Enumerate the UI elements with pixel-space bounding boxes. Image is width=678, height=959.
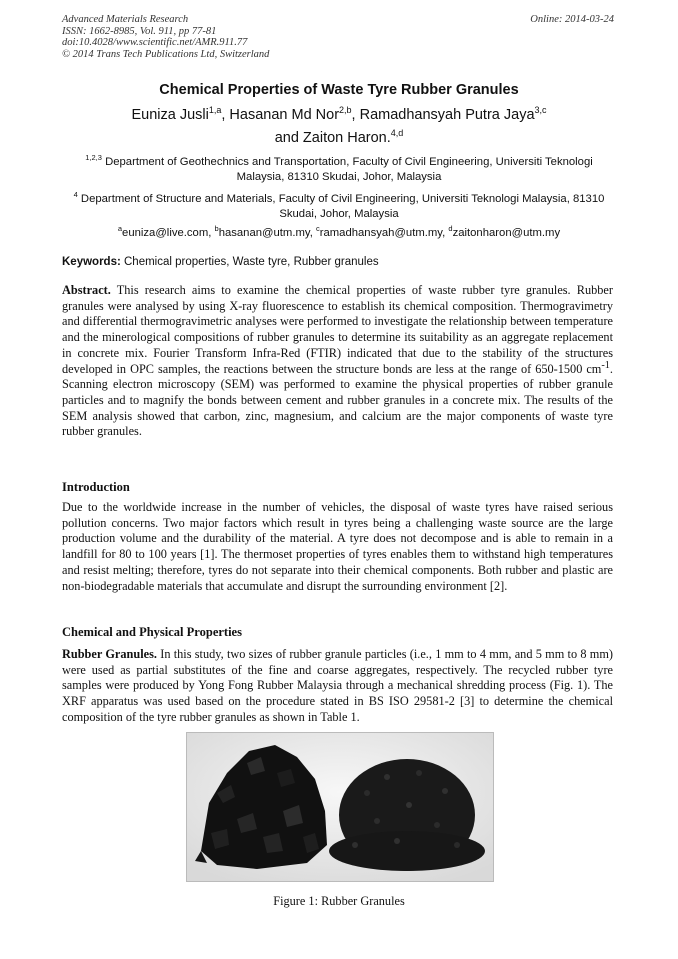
paper-title: Chemical Properties of Waste Tyre Rubber Granules <box>159 82 519 98</box>
doi: doi:10.4028/www.scientific.net/AMR.911.77 <box>62 37 248 48</box>
keywords-label: Keywords: <box>62 256 121 268</box>
journal-header <box>62 14 269 60</box>
abstract-sup: -1 <box>601 359 610 371</box>
email-list <box>60 224 618 239</box>
email-sup: a <box>117 224 123 234</box>
abstract <box>62 283 613 440</box>
introduction-paragraph: Due to the worldwide increase in the number of vehicles, the disposal of waste tyres have raised serious pollution concerns. Two major factors which result in tyres being a challenging waste source are the large production volume and the durability of the material. A tyre does not decompose and is able to remain in a landfill for 80 to 100 years [1]. The thermoset properties of tyres enables them to withstand high temperatures and resist melting; therefore, tyres do not separate into their chemical components. Both rubber and plastic are non-biodegradable materials that accumulate and disrupt the surrounding environment [2]. <box>62 500 613 593</box>
email-link[interactable]: zaitonharon@utm.my <box>452 227 561 239</box>
online-date: Online: 2014-03-24 <box>530 14 614 25</box>
email-link[interactable]: ramadhansyah@utm.my, <box>319 227 449 239</box>
journal-name: Advanced Materials Research <box>62 14 189 25</box>
author-sup: 4,d <box>390 128 404 139</box>
email-link[interactable]: hasanan@utm.my, <box>218 227 316 239</box>
abstract-text: This research aims to examine the chemical properties of waste rubber tyre granules. Rubber granules were analysed by using X-ray fluorescence to establish its chemical composition. Thermogravimetry and differential thermogravimetric analyses were performed to investigate the relationship between temperature and the minerological compositions of rubber granules to determine its suitability as an aggregate replacement in concrete mix. Fourier Transform Infra-Red (FTIR) indicated that due to the stability of the structures developed in OPC samples, the reactions between the structure bonds are less at the range of 650-1500 cm <box>62 283 613 376</box>
affiliation-sup: 1,2,3 <box>85 153 102 163</box>
keywords-text: Chemical properties, Waste tyre, Rubber granules <box>120 256 379 268</box>
affiliation-sup: 4 <box>73 190 78 200</box>
author-sup: 3,c <box>534 105 547 116</box>
author-sup: 1,a <box>208 105 222 116</box>
keywords <box>62 256 618 268</box>
copyright: © 2014 Trans Tech Publications Ltd, Switzerland <box>62 48 270 60</box>
subsection-label: Rubber Granules. <box>62 647 157 661</box>
email-link[interactable]: euniza@live.com, <box>122 227 215 239</box>
section-heading-chemical: Chemical and Physical Properties <box>62 625 242 639</box>
author-list <box>60 104 618 150</box>
section-heading-introduction: Introduction <box>62 480 130 494</box>
abstract-text: . Scanning electron microscopy (SEM) was performed to examine the physical properties of rubber granule particles and to magnify the bonds between cement and rubber granules in a concrete mix. The results of the SEM analysis showed that carbon, zinc, magnesium, and calcium are the major components of waste tyre rubber granules. <box>62 361 613 439</box>
affiliation <box>70 155 608 185</box>
affiliation <box>70 192 608 222</box>
email-sup: c <box>315 224 320 234</box>
rubber-granules-photo <box>186 732 494 882</box>
abstract-label: Abstract. <box>62 283 111 297</box>
author-name: Euniza Jusli <box>131 107 209 123</box>
author-sup: 2,b <box>339 105 352 116</box>
email-sup: b <box>214 224 219 234</box>
author-name: , Hasanan Md Nor <box>221 107 340 123</box>
email-sup: d <box>448 224 453 234</box>
affiliation-text: Department of Structure and Materials, Faculty of Civil Engineering, Universiti Teknologi Malaysia, 81310 Skudai, Johor, Malaysia <box>80 193 605 220</box>
issn: ISSN: 1662-8985, Vol. 911, pp 77-81 <box>62 25 217 37</box>
chemical-paragraph <box>62 647 613 726</box>
author-name: and Zaiton Haron. <box>274 130 391 146</box>
author-name: , Ramadhansyah Putra Jaya <box>351 107 535 123</box>
affiliation-text: Department of Geothechnics and Transportation, Faculty of Civil Engineering, Universiti Teknologi Malaysia, 81310 Skudai, Johor, Malaysia <box>105 156 593 183</box>
figure-caption: Figure 1: Rubber Granules <box>273 894 405 908</box>
chemical-text: In this study, two sizes of rubber granule particles (i.e., 1 mm to 4 mm, and 5 mm to 8 mm) were used as partial substitutes of the fine and coarse aggregates, respectively. The recycled rubber tyre samples were produced by Yong Fong Rubber Malaysia through a mechanical shredding process (Fig. 1). The XRF apparatus was used based on the procedure stated in BS ISO 29581-2 [3] to determine the chemical composition of the tyre rubber granules as shown in Table 1. <box>62 647 614 724</box>
rubber-granules-image <box>187 733 493 881</box>
